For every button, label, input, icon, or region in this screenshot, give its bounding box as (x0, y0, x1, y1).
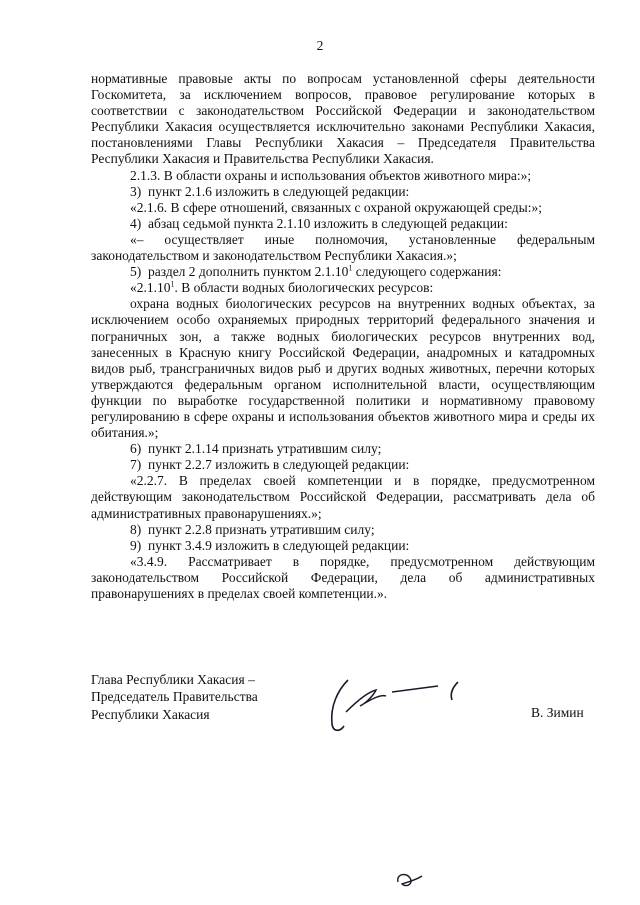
paragraph: 3) пункт 2.1.6 изложить в следующей редакции: (130, 183, 410, 199)
paragraph-text: «2.1.10 (130, 280, 171, 296)
signatory-line: Глава Республики Хакасия – (91, 672, 255, 687)
paragraph-text: . В области водных биологических ресурсов: (174, 280, 434, 296)
signatory-line: Председатель Правительства (91, 689, 258, 705)
signatory-title (91, 671, 258, 723)
paragraph: 9) пункт 3.4.9 изложить в следующей редакции: (130, 537, 410, 553)
paragraph: 6) пункт 2.1.14 признать утратившим силу; (130, 441, 382, 457)
paragraph-text: следующего содержания: (352, 264, 502, 280)
paragraph (91, 264, 595, 280)
paragraph: охрана водных биологических ресурсов на внутренних водных объектах, за исключением особо охраняемых природных территорий федерального значения и пограничных зон, а также водных биологических ресурсов внутренних вод, занесенных в Красную книгу Российской Федерации, анадромных и катадромных видов рыб, трансграничных видов рыб и других водных животных, перечни которых утверждаются федеральным органом исполнительной власти, осуществляющим функции по выработке государственной политики и нормативному правовому регулированию в сфере охраны и использования объектов животного мира и среды их обитания.»; (91, 296, 595, 441)
superscript: 1 (170, 279, 175, 289)
handwritten-signature (320, 672, 480, 740)
paragraph: «2.2.7. В пределах своей компетенции и в порядке, предусмотренном действующим законодательством Российской Федерации, рассматривать дела об административных правонарушениях.»; (91, 473, 595, 521)
paragraph (91, 280, 595, 296)
page-number: 2 (316, 38, 324, 53)
signatory-line: Республики Хакасия (91, 706, 210, 722)
paragraph: 7) пункт 2.2.7 изложить в следующей редакции: (130, 457, 410, 473)
paragraph: 8) пункт 2.2.8 признать утратившим силу; (130, 521, 375, 537)
paragraph: 2.1.3. В области охраны и использования объектов животного мира:»; (130, 167, 532, 183)
paragraph-text: 5) раздел 2 дополнить пунктом 2.1.10 (130, 264, 349, 280)
handwritten-mark (392, 868, 426, 892)
paragraph: «2.1.6. В сфере отношений, связанных с охраной окружающей среды:»; (130, 199, 542, 215)
document-body (91, 71, 595, 602)
paragraph: «– осуществляет иные полномочия, установленные федеральным законодательством и законодательством Республики Хакасия.»; (91, 231, 595, 264)
paragraph: нормативные правовые акты по вопросам установленной сферы деятельности Госкомитета, за исключением вопросов, правовое регулирование которых в соответствии с законодательством Российской Федерации и законодательством Республики Хакасия осуществляется исключительно законами Республики Хакасия, постановлениями Главы Республики Хакасия – Председателя Правительства Республики Хакасия и Правительства Республики Хакасия. (91, 71, 595, 167)
paragraph: «3.4.9. Рассматривает в порядке, предусмотренном действующим законодательством Российской Федерации, дела об административных правонарушениях в пределах своей компетенции.». (91, 553, 595, 601)
paragraph: 4) абзац седьмой пункта 2.1.10 изложить в следующей редакции: (130, 215, 508, 231)
signatory-name: В. Зимин (531, 705, 584, 720)
superscript: 1 (348, 263, 353, 273)
